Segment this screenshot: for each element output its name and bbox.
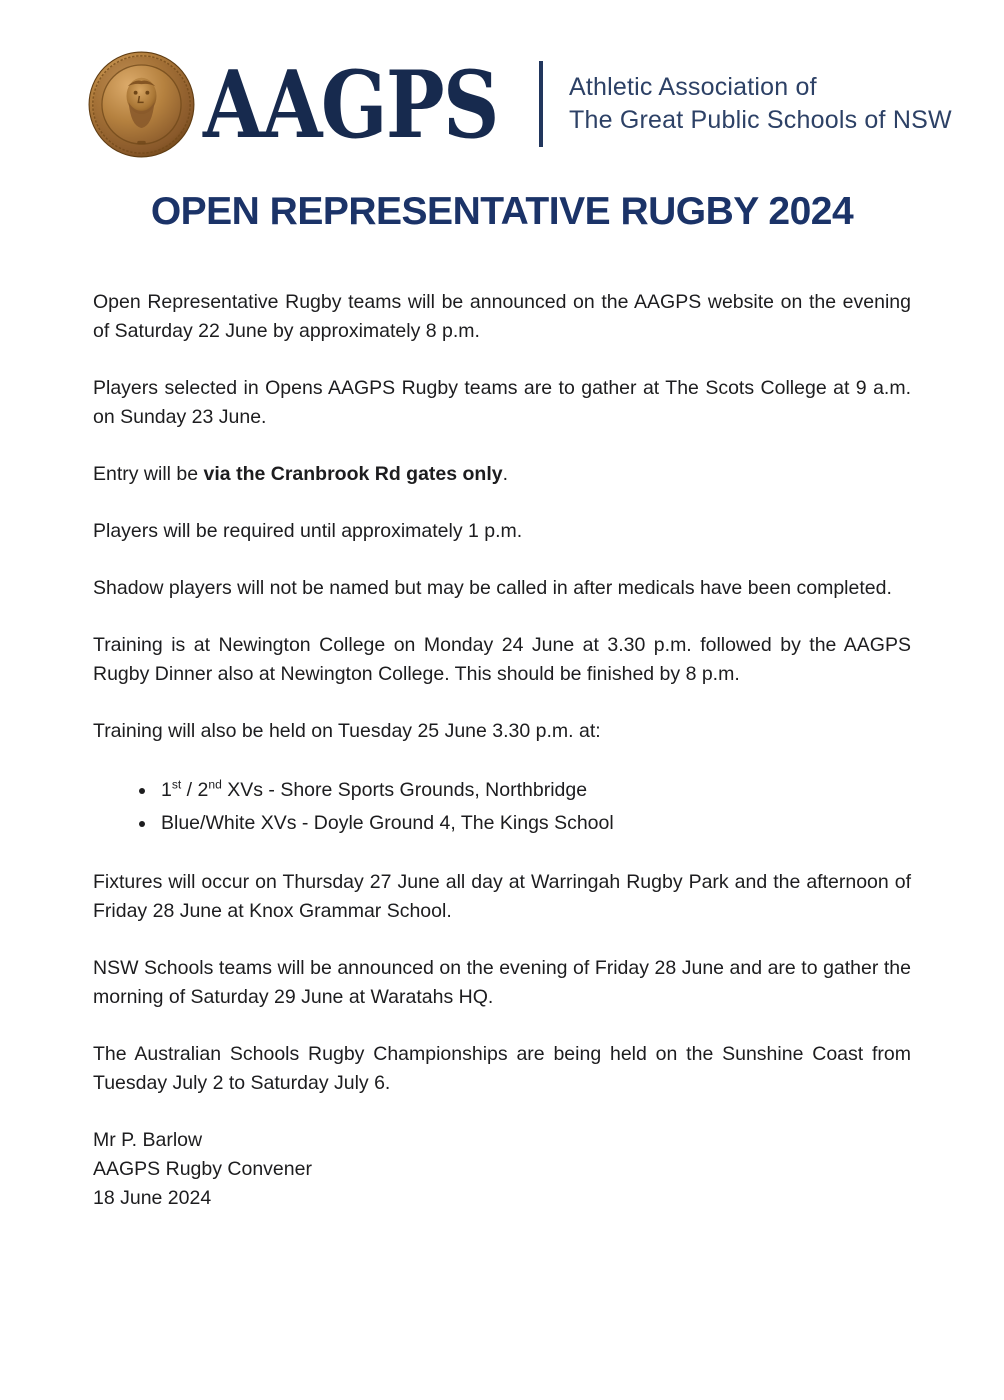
signature-name: Mr P. Barlow — [93, 1129, 203, 1151]
signature-block — [93, 1126, 911, 1213]
letterhead — [0, 0, 1004, 160]
entry-prefix: Entry will be — [93, 463, 204, 485]
paragraph-shadow-players: Shadow players will not be named but may be called in after medicals have been completed. — [93, 577, 892, 599]
paragraph-required-until: Players will be required until approximately 1 p.m. — [93, 520, 523, 542]
brand-wordmark — [203, 49, 525, 159]
paragraph-entry — [93, 460, 911, 489]
page-title: OPEN REPRESENTATIVE RUGBY 2024 — [150, 190, 854, 233]
paragraph-announcement: Open Representative Rugby teams will be announced on the AAGPS website on the evening of Saturday 22 June by approximately 8 p.m. — [93, 291, 911, 342]
paragraph-australian-schools: The Australian Schools Rugby Championships are being held on the Sunshine Coast from Tuesday July 2 to Saturday July 6. — [93, 1043, 911, 1094]
paragraph-training-tuesday: Training will also be held on Tuesday 25 June 3.30 p.m. at: — [93, 720, 601, 742]
paragraph-training-monday: Training is at Newington College on Monday 24 June at 3.30 p.m. followed by the AAGPS Rugby Dinner also at Newington College. This should be finished by 8 p.m. — [93, 634, 911, 685]
signature-role: AAGPS Rugby Convener — [93, 1158, 312, 1180]
entry-bold: via the Cranbrook Rd gates only — [203, 463, 503, 485]
bullet1-text3: XVs - Shore Sports Grounds, Northbridge — [221, 779, 588, 801]
brand-tagline — [569, 71, 952, 137]
bullet1-text2: / 2 — [181, 779, 209, 801]
entry-suffix: . — [502, 463, 509, 485]
letterhead-divider — [539, 61, 543, 147]
tagline-line-1: Athletic Association of — [569, 73, 817, 101]
brand-wordmark-text: AAGPS — [203, 49, 498, 159]
bullet1-sup-st: st — [171, 777, 182, 792]
document-body — [0, 234, 1004, 1213]
training-locations-list — [93, 774, 911, 840]
signature-date: 18 June 2024 — [93, 1187, 212, 1209]
aagps-medallion-logo — [88, 51, 195, 158]
list-item-first-second-xvs — [157, 774, 911, 807]
paragraph-nsw-schools: NSW Schools teams will be announced on the evening of Friday 28 June and are to gather the morning of Saturday 29 June at Waratahs HQ. — [93, 957, 911, 1008]
paragraph-fixtures: Fixtures will occur on Thursday 27 June all day at Warringah Rugby Park and the afternoon of Friday 28 June at Knox Grammar School. — [93, 871, 911, 922]
tagline-line-2: The Great Public Schools of NSW — [569, 106, 952, 134]
bullet1-text: 1 — [161, 779, 172, 801]
paragraph-gather: Players selected in Opens AAGPS Rugby teams are to gather at The Scots College at 9 a.m. on Sunday 23 June. — [93, 377, 911, 428]
list-item-blue-white-xvs: • Blue/White XVs - Doyle Ground 4, The Kings School — [157, 807, 911, 840]
bullet1-sup-nd: nd — [208, 777, 222, 792]
